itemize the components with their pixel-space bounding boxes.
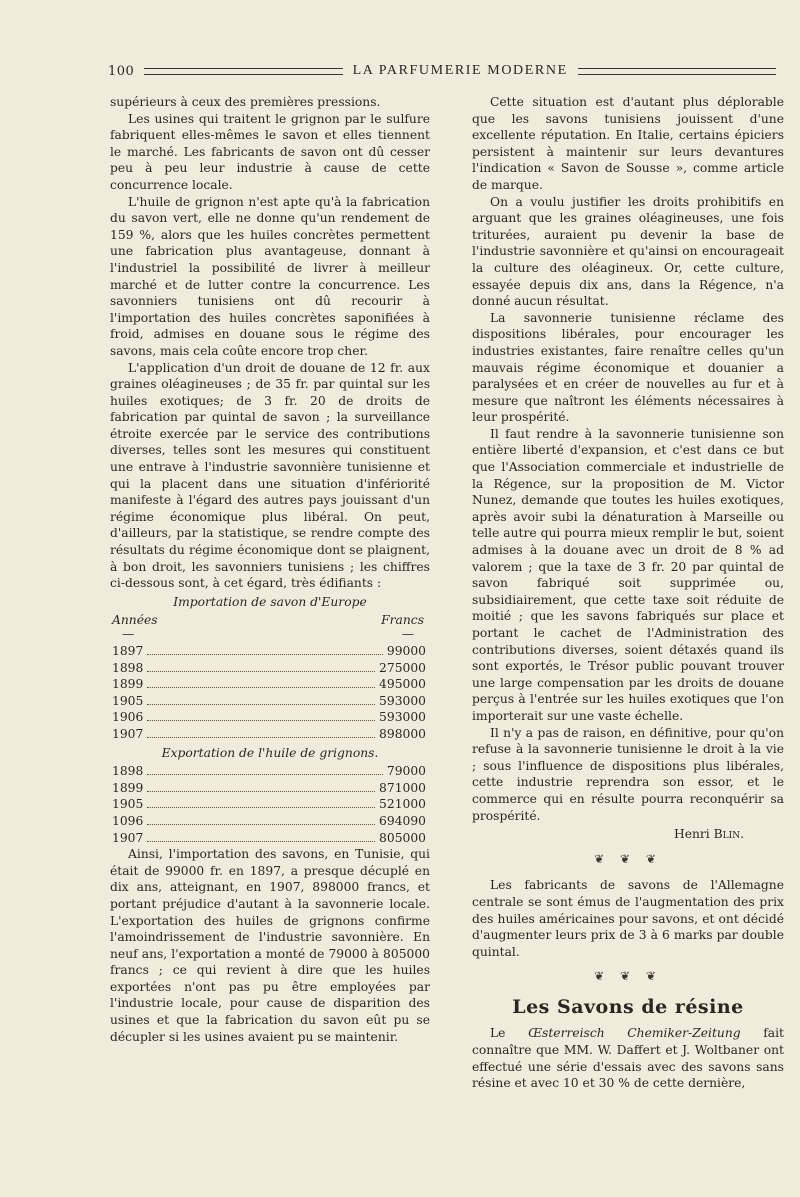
table-row [110,780,430,797]
header-rule-right [578,68,776,75]
paragraph: Les fabricants de savons de l'Allemagne centrale se sont émus de l'augmentation des prix des huiles américaines pour savons, et ont décidé d'augmenter leurs prix de 3 à 6 marks par double quintal. [472,878,784,959]
row-value: 275000 [379,660,426,675]
leader-dots [147,807,375,808]
col-year-header: Années [112,613,158,628]
leader-dots [147,704,375,705]
table-row [110,643,430,660]
leader-dots [147,791,375,792]
row-year: 1907 [112,726,144,741]
running-title: LA PARFUMERIE MODERNE [352,63,568,78]
paragraph-rest: fait connaître que MM. W. Daffert et J. Woltbaner ont effectué une série d'essais avec des savons sans résine et avec 10 et 30 % de cette dernière, [472,1026,784,1091]
leader-dots [147,687,375,688]
row-value: 495000 [379,677,426,692]
row-value: 79000 [386,764,426,779]
paragraph: Il n'y a pas de raison, en définitive, pour qu'on refuse à la savonnerie tunisienne le droit à la vie ; sous l'influence de dispositions plus libérales, cette industrie reprendra son essor, et le commerce qui en résulte pourra reconquérir sa prospérité. [472,725,784,823]
leader-dots [147,671,375,672]
row-year: 1898 [112,764,144,779]
page-number: 100 [108,63,135,79]
row-value: 805000 [379,830,426,845]
row-year: 1907 [112,830,144,845]
right-column [472,94,784,1092]
row-year: 1899 [112,780,144,795]
paragraph: On a voulu justifier les droits prohibitifs en arguant que les graines oléagineuses, une fois triturées, auraient pu devenir la base de l'industrie savonnière et qu'ainsi on encourageait la culture des oléagineux. Or, cette culture, essayée depuis dix ans, dans la Régence, n'a donné aucun résultat. [472,194,784,309]
leader-dots [147,774,383,775]
leader-dots [147,737,375,738]
row-value: 521000 [379,797,426,812]
export-table-title: Exportation de l'huile de grignons. [161,745,379,760]
paragraph: Ainsi, l'importation des savons, en Tunisie, qui était de 99000 fr. en 1897, a presque décuplé en dix ans, atteignant, en 1907, 898000 francs, et portant préjudice d'autant à la savonnerie locale. L'exportation des huiles de grignons confirme l'amoindrissement de l'industrie savonnière. En neuf ans, l'exportation a monté de 79000 à 805000 francs ; ce qui revient à dire que les huiles exportées n'ont pas pu être employées par l'industrie locale, pour cause de disparition des usines et que la fabrication du savon eût pu se décupler si les usines avaient pu se maintenir. [110,847,430,1044]
table-row [110,676,430,693]
row-year: 1906 [112,710,144,725]
paragraph: Cette situation est d'autant plus déplorable que les savons tunisiens jouissent d'une excellente réputation. En Italie, certains épiciers persistent à maintenir sur leurs devantures l'indication « Savon de Sousse », comme article de marque. [472,95,784,192]
page-header [108,58,776,84]
row-year: 1897 [112,644,144,658]
paragraph: L'application d'un droit de douane de 12 fr. aux graines oléagineuses ; de 35 fr. par quintal sur les huiles exotiques; de 3 fr. 20 de droits de fabrication par quintal de savon ; la surveillance étroite exercée par le service des contributions diverses, telles sont les mesures qui constituent une entrave à l'industrie savonnière tunisienne et qui la placent dans une situation d'infériorité manifeste à l'égard des autres pays jouissant d'un régime économique plus libéral. On peut, d'ailleurs, par la statistique, se rendre compte des résultats du régime économique dont se plaignent, à bon droit, les savonniers tunisiens ; les chiffres ci-dessous sont, à cet égard, très édifiants : [110,360,430,591]
leader-dots [147,654,383,655]
row-year: 1905 [112,797,144,812]
import-table-title: Importation de savon d'Europe [173,594,367,609]
table-row [110,830,430,847]
row-year: 1905 [112,693,144,708]
table-row [110,813,430,830]
table-row [110,796,430,813]
leader-dots [147,841,375,842]
table-row [110,660,430,677]
dash: — [122,627,135,641]
paragraph: Les usines qui traitent le grignon par le sulfure fabriquent elles-mêmes le savon et elles tiennent le marché. Les fabricants de savon ont dû cesser peu à peu leur industrie à cause de cette concurrence locale. [110,111,430,192]
table-row [110,726,430,743]
row-year: 1898 [112,660,144,675]
ornament-divider: ❦ ❦ ❦ [594,969,662,984]
col-value-header: Francs [381,613,424,628]
table-row [110,693,430,710]
journal-name: Œsterreisch Chemiker-Zeitung [528,1026,741,1041]
row-value: 694090 [379,813,426,828]
signature-first-name: Henri [673,827,710,842]
import-table [110,594,430,743]
table-row [110,763,430,780]
row-value: 871000 [379,780,426,795]
leader-dots [147,720,375,721]
paragraph: L'huile de grignon n'est apte qu'à la fabrication du savon vert, elle ne donne qu'un rendement de 159 %, alors que les huiles concrètes permettent une fabrication plus avantageuse, donnant à l'industriel la possibilité de livrer à meilleur marché et de lutter contre la concurrence. Les savonniers tunisiens ont dû recourir à l'importation des huiles concrètes saponifiées à froid, admises en douane sous le régime des savons, mais cela coûte encore trop cher. [110,194,430,358]
header-rule-left [144,68,342,75]
dash: — [401,627,414,641]
row-value: 593000 [379,710,426,725]
row-value: 898000 [379,726,426,741]
paragraph-lead: Le [490,1026,506,1041]
signature-last-name: Blin. [713,827,744,842]
paragraph: supérieurs à ceux des premières pressions. [110,95,381,109]
export-table [110,745,430,847]
row-value: 593000 [379,693,426,708]
ornament-divider: ❦ ❦ ❦ [594,851,662,866]
paragraph: Il faut rendre à la savonnerie tunisienne son entière liberté d'expansion, et c'est dans ce but que l'Association commerciale et industrielle de la Régence, sur la proposition de M. Victor Nunez, demande que toutes les huiles exotiques, après avoir subi la dénaturation à Marseille ou telle autre qui pourra mieux remplir le but, soient admises à la douane avec un droit de 8 % ad valorem ; que la taxe de 3 fr. 20 par quintal de savon fabriqué soit supprimée ou, subsidiairement, que cette taxe soit réduite de moitié ; que les savons fabriqués sur place et portant le cachet de l'Administration des contributions diverses, soient détaxés quand ils sont exportés, le Trésor public pouvant trouver une large compensation par les droits de douane perçus à l'entrée sur les huiles exotiques que l'on importerait sur une vaste échelle. [472,426,784,723]
table-dashes [110,629,430,643]
row-year: 1899 [112,677,144,692]
section-heading: Les Savons de résine [512,995,744,1018]
paragraph [472,1025,784,1091]
leader-dots [147,824,375,825]
table-row [110,709,430,726]
author-signature [472,826,784,843]
left-column [110,94,430,1045]
row-value: 99000 [386,644,426,658]
row-year: 1096 [112,813,144,828]
table-header [110,612,430,629]
paragraph: La savonnerie tunisienne réclame des dispositions libérales, pour encourager les industries existantes, faire renaître celles qu'un mauvais régime économique et douanier a paralysées et en créer de nouvelles au fur et à mesure que naîtront les éléments nécessaires à leur prospérité. [472,310,784,425]
